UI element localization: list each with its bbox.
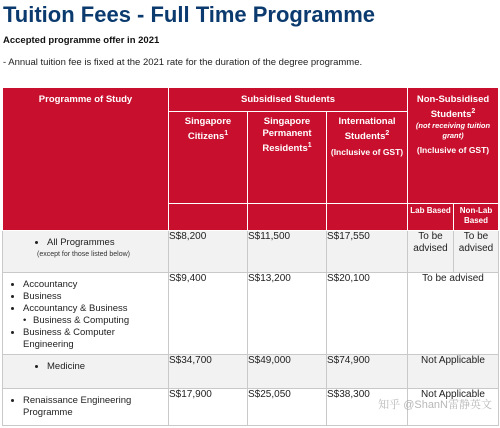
header-non-lab-based: Non-Lab Based (454, 204, 499, 231)
pr-fee: S$13,200 (248, 273, 327, 355)
header-empty-pr (248, 204, 327, 231)
programme-cell (3, 355, 169, 389)
fee-note: - Annual tuition fee is fixed at the 2021 rate for the duration of the degree programme. (3, 57, 363, 68)
tuition-fee-table (2, 87, 499, 426)
pr-fee: S$49,000 (248, 355, 327, 389)
programme-item: • Business & Computer Engineering (23, 327, 168, 351)
watermark-text: 知乎 @ShanN雷静英文 (378, 399, 492, 411)
citizen-fee: S$17,900 (169, 389, 248, 426)
header-international-students: International Students$^2$ (Inclusive of GST) (327, 112, 408, 204)
non-subsidised-fee: Not Applicable (408, 389, 499, 426)
non-subsidised-fee: Not Applicable (408, 355, 499, 389)
page-title: Tuition Fees - Full Time Programme (3, 2, 376, 27)
table-row (3, 231, 499, 273)
non-subsidised-fee: To be advised (408, 273, 499, 355)
citizen-fee: S$34,700 (169, 355, 248, 389)
programme-item: • Business & Computing (33, 315, 168, 327)
programme-item: • All Programmes (except for those listed below) (47, 237, 168, 261)
header-non-subsidised-students: Non-Subsidised Students$^2$ (not receiving tuition grant) (Inclusive of GST) (408, 88, 499, 204)
programme-item: • Accountancy & Business (23, 303, 168, 315)
citizen-fee: S$9,400 (169, 273, 248, 355)
header-lab-based: Lab Based (408, 204, 454, 231)
programme-cell (3, 389, 169, 426)
lab-based-fee: To be advised (408, 231, 454, 273)
header-programme-of-study: Programme of Study (3, 88, 169, 231)
international-fee: S$38,300 (327, 389, 408, 426)
pr-fee: S$11,500 (248, 231, 327, 273)
header-subsidised-students: Subsidised Students (169, 88, 408, 112)
international-fee: S$74,900 (327, 355, 408, 389)
header-singapore-pr: Singapore Permanent Residents$^1$ (248, 112, 327, 204)
table-row (3, 273, 499, 355)
programme-item: • Accountancy (23, 279, 168, 291)
pr-fee: S$25,050 (248, 389, 327, 426)
header-empty-citizens (169, 204, 248, 231)
programme-item: • Business (23, 291, 168, 303)
table-row (3, 355, 499, 389)
programme-item: • Medicine (47, 361, 168, 373)
programme-cell (3, 231, 169, 273)
international-fee: S$17,550 (327, 231, 408, 273)
programme-item: • Renaissance Engineering Programme (23, 395, 168, 419)
programme-cell (3, 273, 169, 355)
citizen-fee: S$8,200 (169, 231, 248, 273)
non-lab-based-fee: To be advised (454, 231, 499, 273)
header-empty-international (327, 204, 408, 231)
header-singapore-citizens: Singapore Citizens$^1$ (169, 112, 248, 204)
international-fee: S$20,100 (327, 273, 408, 355)
accepted-offer-heading: Accepted programme offer in 2021 (3, 35, 160, 46)
